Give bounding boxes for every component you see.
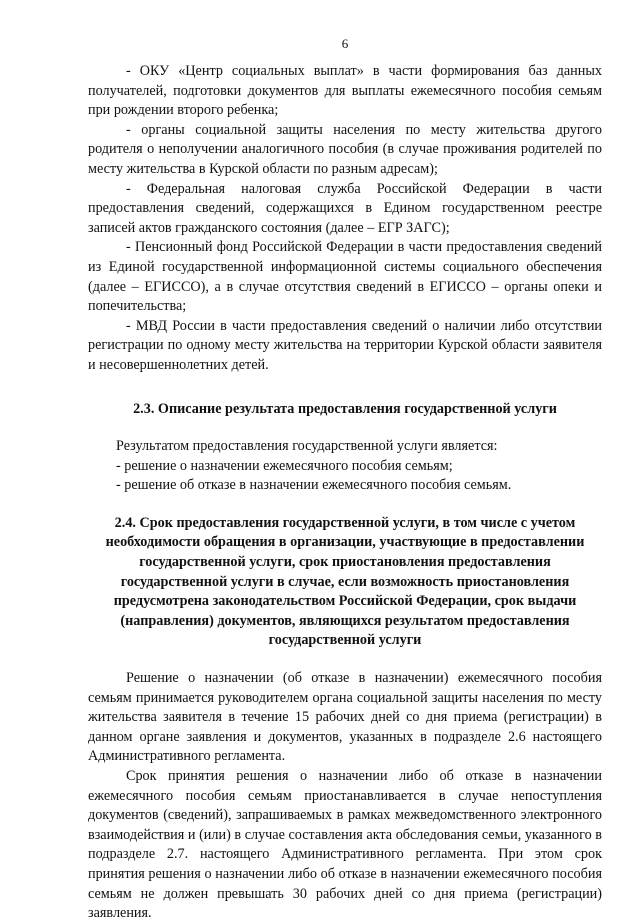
list-item: - решение о назначении ежемесячного пособия семьям; [116, 457, 453, 474]
section-2-3-body [116, 437, 602, 496]
list-item: - ОКУ «Центр социальных выплат» в части формирования баз данных получателей, подготовки документов для выплаты ежемесячного пособия семьям при рождении второго ребенка; [88, 63, 602, 119]
list-item: - Федеральная налоговая служба Российской Федерации в части предоставления сведений, содержащихся в Едином государственном реестре записей актов гражданского состояния (далее – ЕГР ЗАГС); [88, 180, 602, 236]
section-2-4-body [88, 669, 602, 924]
list-item: - органы социальной защиты населения по месту жительства другого родителя о неполучении аналогичного пособия (в случае проживания родителей по месту жительства в Курской области по разным адресам); [88, 121, 602, 177]
page-number: 6 [341, 36, 349, 51]
section-2-4-heading: 2.4. Срок предоставления государственной услуги, в том числе с учетом необходимости обращения в организации, участвующие в предоставлении государственной услуги, срок приостановления предоставления государственной услуги в случае, если возможность приостановления предусмотрена законодательством Российской Федерации, срок выдачи (направления) документов, являющихся результатом предоставления государственной услуги [105, 514, 585, 649]
list-item: - МВД России в части предоставления сведений о наличии либо отсутствии регистрации по одному месту жительства на территории Курской области заявителя и несовершеннолетних детей. [88, 317, 602, 373]
section-2-3-intro: Результатом предоставления государственной услуги является: [116, 438, 498, 455]
list-item: - Пенсионный фонд Российской Федерации в части предоставления сведений из Единой государственной информационной системы социального обеспечения (далее – ЕГИССО), а в случае отсутствия сведений в ЕГИССО – органы опеки и попечительства; [88, 239, 602, 315]
paragraph: Решение о назначении (об отказе в назначении) ежемесячного пособия семьям принимается руководителем органа социальной защиты населения по месту жительства заявителя в течение 15 рабочих дней со дня приема (регистрации) в данном органе заявления и документов, указанных в подразделе 2.6 настоящего Административного регламента. [88, 670, 602, 765]
paragraph: Срок принятия решения о назначении либо об отказе в назначении ежемесячного пособия семьям приостанавливается в случае непоступления документов (сведений), запрашиваемых в рамках межведомственного электронного взаимодействия и (или) в случае составления акта обследования семьи, указанного в подразделе 2.7. настоящего Административного регламента. При этом срок принятия решения о назначении либо об отказе в назначении ежемесячного пособия семьям не должен превышать 30 рабочих дней со дня приема (регистрации) заявления. [88, 768, 602, 922]
section-2-3-heading: 2.3. Описание результата предоставления государственной услуги [133, 400, 557, 417]
list-item: - решение об отказе в назначении ежемесячного пособия семьям. [116, 477, 512, 494]
agencies-list [88, 62, 602, 376]
